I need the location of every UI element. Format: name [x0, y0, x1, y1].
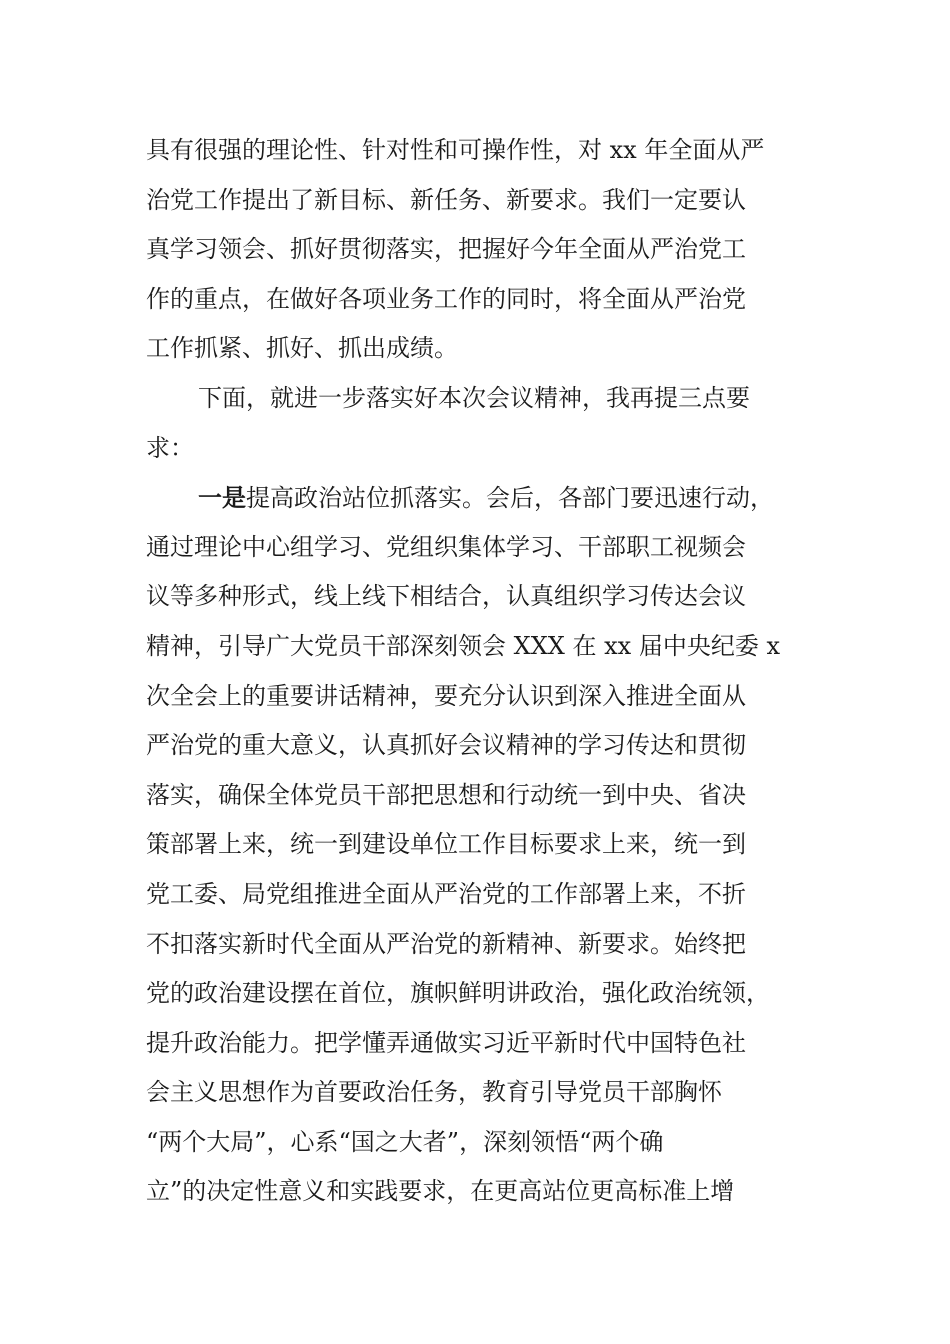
text-line: 治党工作提出了新目标、新任务、新要求。我们一定要认 [146, 185, 746, 214]
text-line: 工作抓紧、抓好、抓出成绩。 [146, 334, 458, 363]
text-line: 具有很强的理论性、针对性和可操作性，对 xx 年全面从严 [146, 136, 765, 164]
body-text [146, 126, 806, 1217]
text-line: 精神，引导广大党员干部深刻领会 XXX 在 xx 届中央纪委 x [146, 631, 781, 660]
text-line: 策部署上来，统一到建设单位工作目标要求上来，统一到 [146, 830, 746, 859]
text-line: 议等多种形式，线上线下相结合，认真组织学习传达会议 [146, 582, 746, 611]
text-line: 严治党的重大意义，认真抓好会议精神的学习传达和贯彻 [146, 731, 746, 760]
text-line: 通过理论中心组学习、党组织集体学习、干部职工视频会 [146, 532, 746, 561]
point-one-lead: 一是 [198, 483, 246, 513]
text-line: 党的政治建设摆在首位，旗帜鲜明讲政治，强化政治统领， [146, 979, 770, 1008]
text-line: 提升政治能力。把学懂弄通做实习近平新时代中国特色社 [146, 1028, 746, 1057]
text-line: 次全会上的重要讲话精神，要充分认识到深入推进全面从 [146, 681, 746, 710]
text-line: 作的重点，在做好各项业务工作的同时，将全面从严治党 [146, 284, 746, 313]
text-line: “两个大局”，心系“国之大者”，深刻领悟“两个确 [146, 1127, 664, 1156]
text-line: 不扣落实新时代全面从严治党的新精神、新要求。始终把 [146, 929, 746, 958]
text-line: 党工委、局党组推进全面从严治党的工作部署上来，不折 [146, 879, 746, 908]
text-line: 下面，就进一步落实好本次会议精神，我再提三点要 [198, 383, 750, 412]
text-line: 求： [146, 433, 194, 462]
point-one-line [146, 473, 806, 523]
point-one-text: 提高政治站位抓落实。会后，各部门要迅速行动， [246, 484, 774, 513]
text-line: 立”的决定性意义和实践要求，在更高站位更高标准上增 [146, 1177, 735, 1206]
text-line: 真学习领会、抓好贯彻落实，把握好今年全面从严治党工 [146, 235, 746, 264]
text-line: 会主义思想作为首要政治任务，教育引导党员干部胸怀 [146, 1078, 722, 1107]
text-line: 落实，确保全体党员干部把思想和行动统一到中央、省决 [146, 780, 746, 809]
